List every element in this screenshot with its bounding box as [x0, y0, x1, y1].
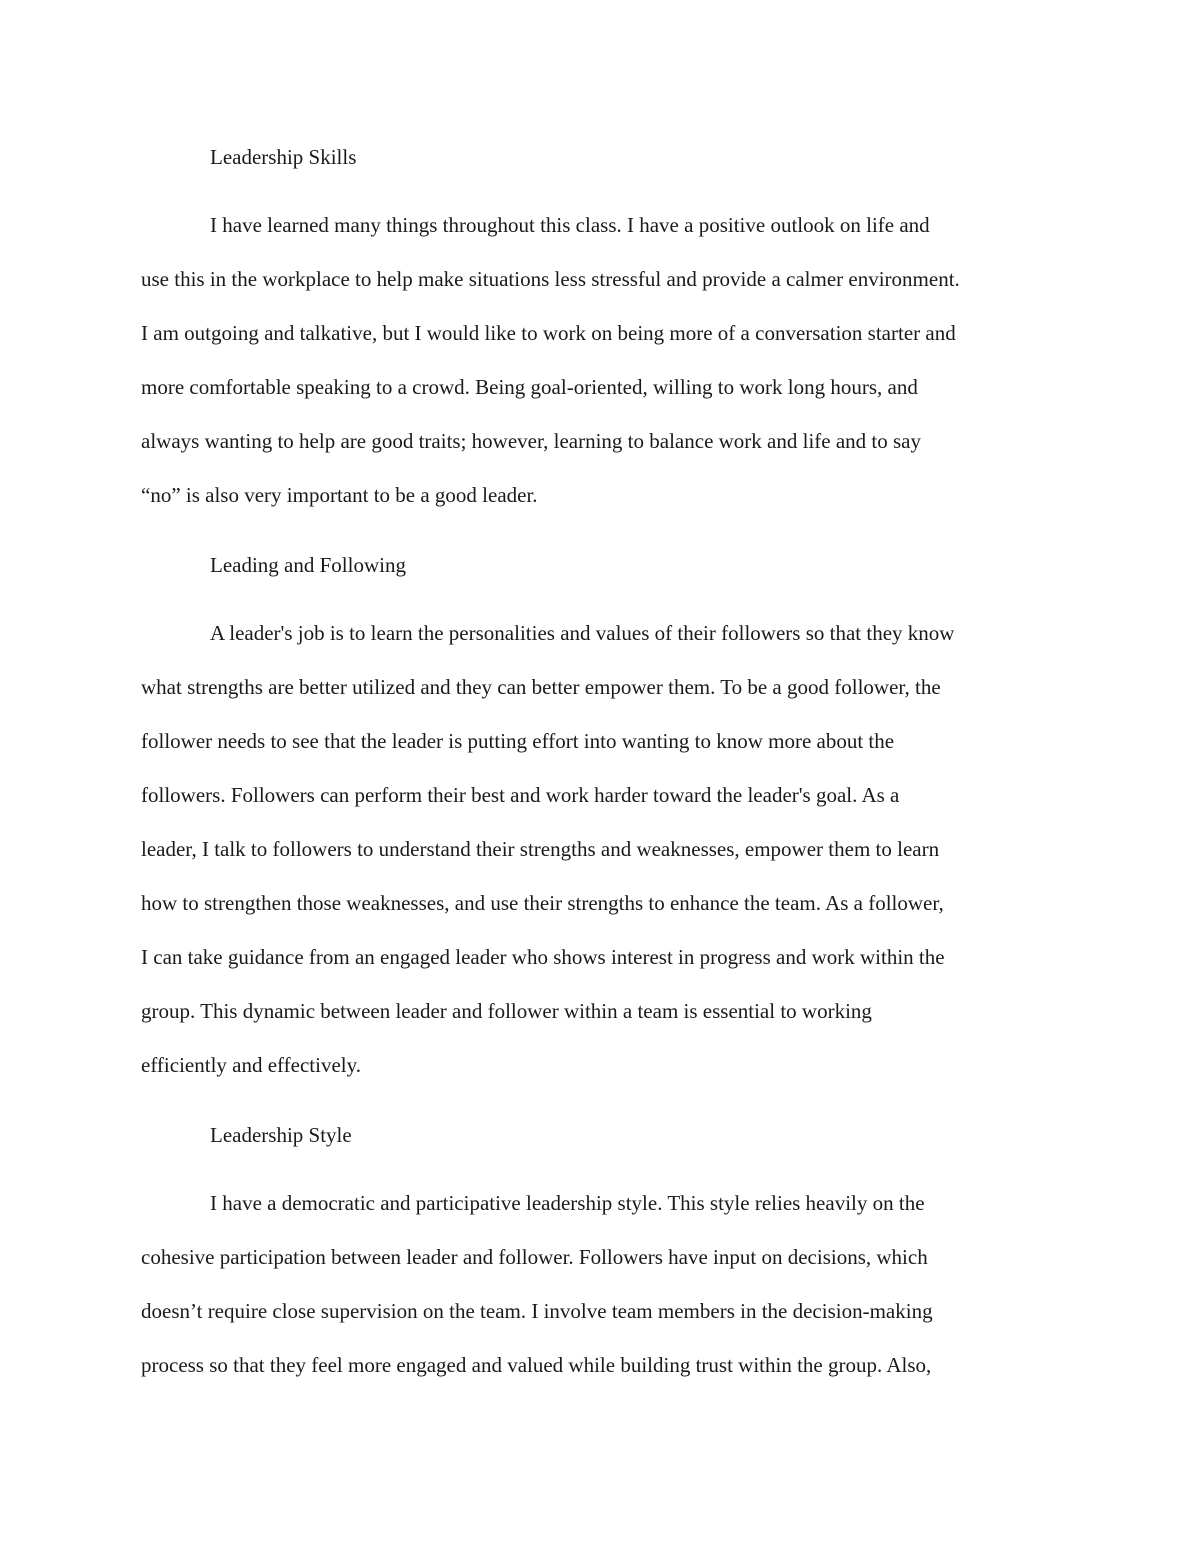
- paragraph-line: A leader's job is to learn the personalities and values of their followers so that they know: [210, 621, 955, 645]
- paragraph-line: follower needs to see that the leader is putting effort into wanting to know more about the: [141, 729, 895, 753]
- paragraph-line: I have a democratic and participative leadership style. This style relies heavily on the: [210, 1191, 925, 1215]
- paragraph-line: more comfortable speaking to a crowd. Being goal-oriented, willing to work long hours, and: [141, 375, 918, 399]
- paragraph-line: doesn’t require close supervision on the team. I involve team members in the decision-making: [141, 1299, 933, 1323]
- paragraph-line: “no” is also very important to be a good leader.: [141, 483, 538, 507]
- paragraph-line: always wanting to help are good traits; however, learning to balance work and life and to say: [141, 429, 921, 453]
- section-heading-leadership-skills: Leadership Skills: [210, 145, 357, 169]
- paragraph-line: followers. Followers can perform their best and work harder toward the leader's goal. As a: [141, 783, 900, 807]
- paragraph-line: what strengths are better utilized and they can better empower them. To be a good follower, the: [141, 675, 941, 699]
- section-heading-leadership-style: Leadership Style: [210, 1123, 352, 1147]
- paragraph-line: leader, I talk to followers to understand their strengths and weaknesses, empower them to learn: [141, 837, 940, 861]
- paragraph-line: how to strengthen those weaknesses, and use their strengths to enhance the team. As a follower,: [141, 891, 944, 915]
- paragraph-line: group. This dynamic between leader and follower within a team is essential to working: [141, 999, 872, 1023]
- paragraph-line: cohesive participation between leader and follower. Followers have input on decisions, which: [141, 1245, 928, 1269]
- section-heading-leading-and-following: Leading and Following: [210, 553, 406, 577]
- paragraph-line: process so that they feel more engaged and valued while building trust within the group. Also,: [141, 1353, 932, 1377]
- paragraph-line: use this in the workplace to help make situations less stressful and provide a calmer environment.: [141, 267, 960, 291]
- paragraph-line: I have learned many things throughout this class. I have a positive outlook on life and: [210, 213, 930, 237]
- paragraph-line: efficiently and effectively.: [141, 1053, 362, 1077]
- paragraph-line: I am outgoing and talkative, but I would like to work on being more of a conversation starter and: [141, 321, 956, 345]
- paragraph-line: I can take guidance from an engaged leader who shows interest in progress and work within the: [141, 945, 945, 969]
- document-body: [141, 130, 1061, 1392]
